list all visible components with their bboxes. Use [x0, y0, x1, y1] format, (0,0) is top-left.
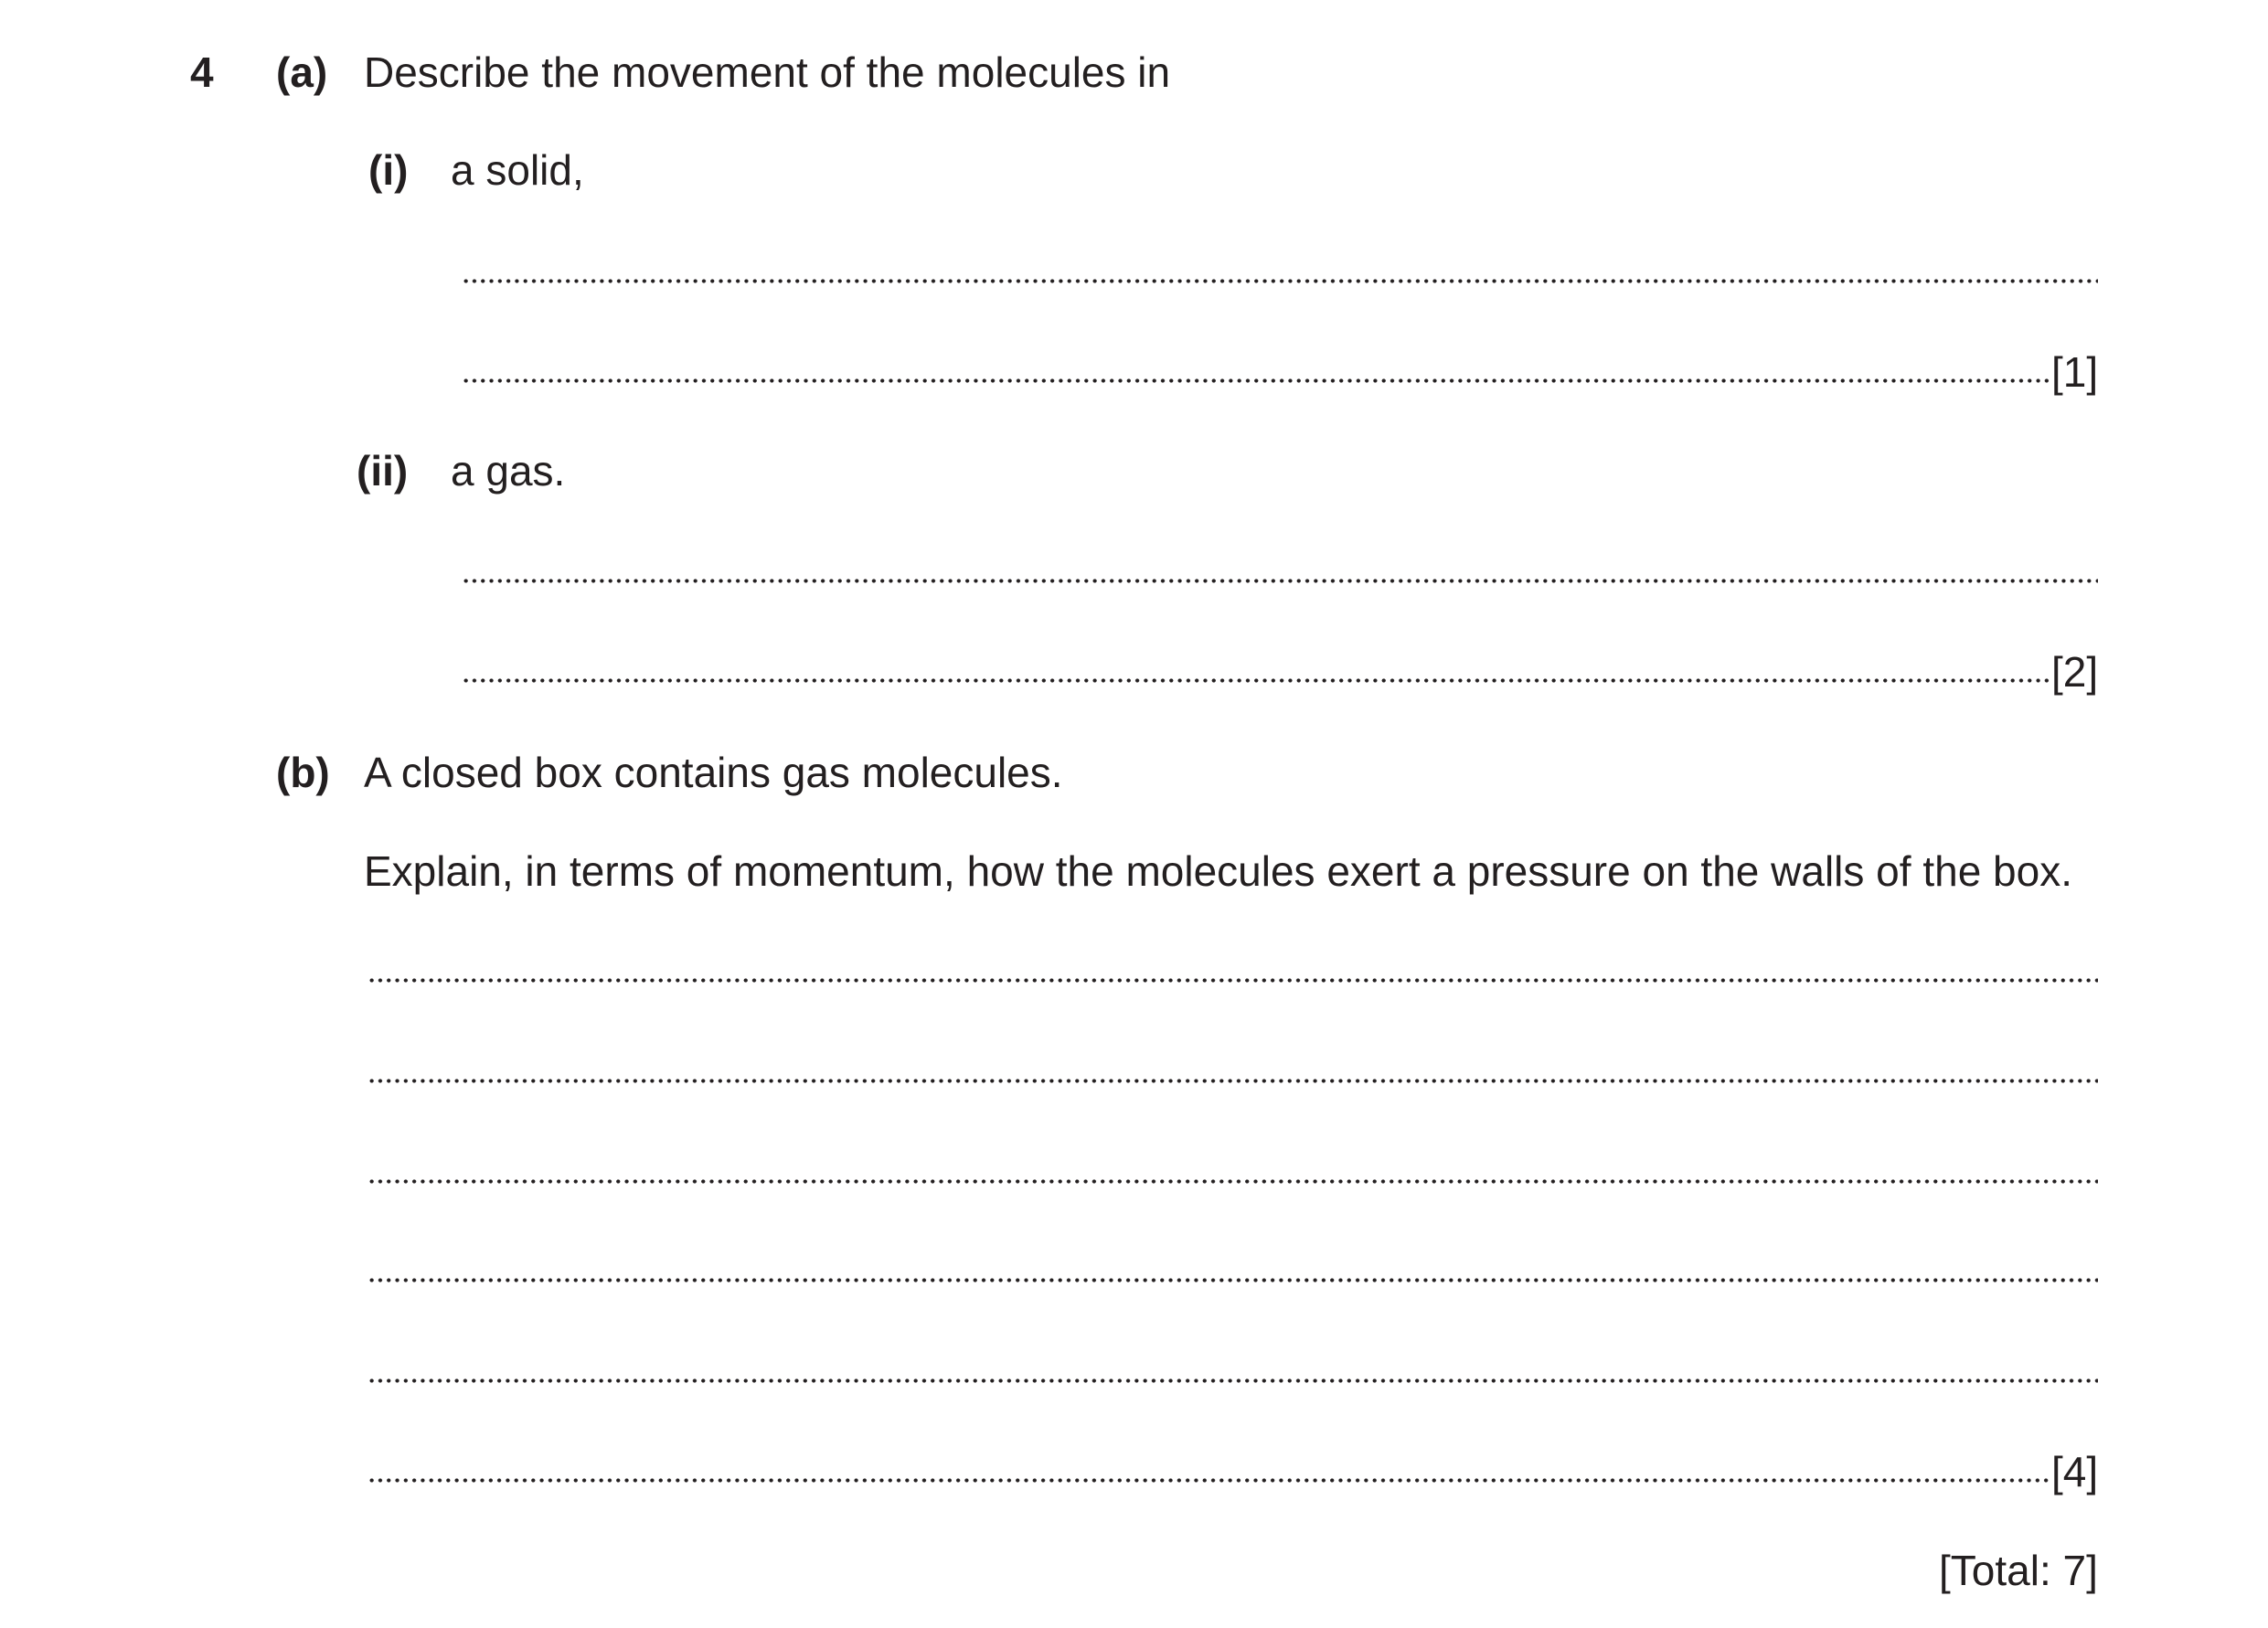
answer-line-b-5[interactable]: [367, 1378, 2098, 1383]
part-b-label: (b): [276, 749, 330, 796]
sub-ii-text: a gas.: [451, 447, 566, 495]
total-marks: [Total: 7]: [1939, 1547, 2098, 1594]
sub-i-text: a solid,: [451, 146, 584, 194]
answer-line-b-4[interactable]: [367, 1278, 2098, 1282]
answer-line-i-2[interactable]: [462, 378, 2050, 383]
question-number: 4: [190, 48, 214, 96]
sub-ii-label: (ii): [357, 447, 409, 495]
sub-i-label: (i): [368, 146, 409, 194]
part-a-label: (a): [276, 48, 328, 96]
sub-i-marks: [1]: [2051, 348, 2099, 396]
answer-line-ii-1[interactable]: [462, 579, 2098, 583]
part-b-marks: [4]: [2051, 1448, 2099, 1495]
answer-line-b-6[interactable]: [367, 1478, 2050, 1483]
answer-line-b-1[interactable]: [367, 978, 2098, 983]
answer-line-b-3[interactable]: [367, 1179, 2098, 1184]
answer-line-i-1[interactable]: [462, 279, 2098, 283]
part-a-stem: Describe the movement of the molecules in: [364, 48, 1171, 96]
answer-line-b-2[interactable]: [367, 1079, 2098, 1083]
part-b-stem: A closed box contains gas molecules.: [364, 749, 1063, 796]
answer-line-ii-2[interactable]: [462, 678, 2050, 683]
part-b-instruction: Explain, in terms of momentum, how the molecules exert a pressure on the walls of the box.: [364, 847, 2072, 895]
sub-ii-marks: [2]: [2051, 648, 2099, 696]
